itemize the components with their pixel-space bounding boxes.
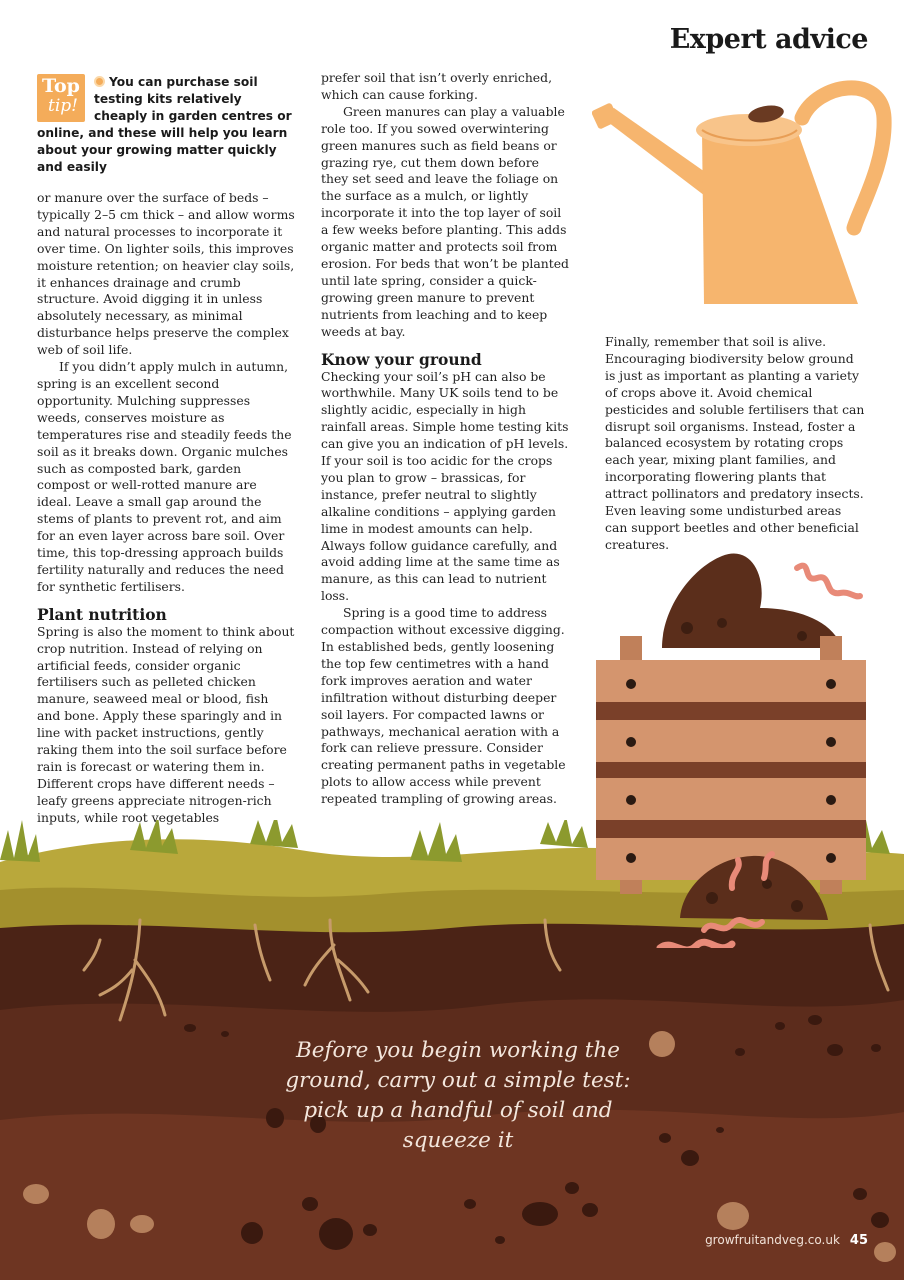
col1-paragraph-1: or manure over the surface of beds – typically 2–5 cm thick – and allow worms and natural processes to incorporate it over time. On lighter soils, this improves moisture retention; on heavier clay soils, it enhances drainage and crumb structure. Avoid digging it in unless absolutely necessary, as minimal disturbance helps preserve the complex web of soil life. [37,190,295,358]
col2-paragraph-2: Green manures can play a valuable role too. If you sowed overwintering green manures such as field beans or grazing rye, cut them down before they set seed and leave the foliage on the surface as a mulch, or lightly incorporate it into the top layer of soil a few weeks before planting. This adds organic matter and protects soil from erosion. For beds that won’t be planted until late spring, consider a quick-growing green manure to prevent nutrients from leaching and to keep weeds at bay. [321,103,569,339]
top-tip-badge [37,74,85,122]
website-url: growfruitandveg.co.uk [705,1233,840,1247]
col2-paragraph-1: prefer soil that isn’t overly enriched, which can cause forking. [321,70,553,102]
top-tip-badge-word2: tip! [48,96,78,116]
section-title: Expert advice [669,24,868,55]
pull-quote: Before you begin working the ground, carry out a simple test: pick up a handful of soil and squeeze it [285,1038,631,1153]
heading-plant-nutrition: Plant nutrition [37,604,167,624]
col1-paragraph-3: Spring is also the moment to think about crop nutrition. Instead of relying on artificial feeds, consider organic fertilisers such as pelleted chicken manure, seaweed meal or blood, fish and bone. Apply these sparingly and in line with packet instructions, gently raking them into the soil surface before rain is forecast or watering them in. Different crops have different needs – leafy greens appreciate nitrogen-rich inputs, while root vegetables [37,623,295,825]
page-number: 45 [849,1233,868,1248]
top-tip-text: You can purchase soil testing kits relatively cheaply in garden centres or online, and these will help you learn about your growing matter quickly and easily [37,75,292,174]
top-tip-box [37,74,295,176]
watering-can-illustration [592,78,892,318]
column-2 [321,70,569,808]
column-3 [605,334,867,554]
col2-paragraph-3: Checking your soil’s pH can also be worthwhile. Many UK soils tend to be slightly acidic, especially in high rainfall areas. Simple home testing kits can give you an indication of pH levels. If your soil is too acidic for the crops you plan to grow – brassicas, for instance, prefer neutral to slightly alkaline conditions – applying garden lime in modest amounts can help. Always follow guidance carefully, and avoid adding lime at the same time as manure, as this can lead to nutrient loss. [321,368,569,604]
top-tip-badge-word1: Top [42,75,80,97]
compost-crate-illustration [592,548,892,948]
col3-paragraph-1: Finally, remember that soil is alive. Encouraging biodiversity below ground is just as important as planting a variety of crops above it. Avoid chemical pesticides and soluble fertilisers that can disrupt soil organisms. Instead, foster a balanced ecosystem by rotating crops each year, mixing plant families, and incorporating flowering plants that attract pollinators and predatory insects. Even leaving some undisturbed areas can support beetles and other beneficial creatures. [605,334,865,552]
col2-paragraph-4: Spring is a good time to address compaction without excessive digging. In established beds, gently loosening the top few centimetres with a hand fork improves aeration and water infiltration without disturbing deeper soil layers. For compacted lawns or pathways, mechanical aeration with a fork can relieve pressure. Consider creating permanent paths in vegetable plots to allow access while prevent repeated trampling of growing areas. [321,605,566,807]
bullet-icon [94,76,105,87]
col1-paragraph-2: If you didn’t apply mulch in autumn, spring is an excellent second opportunity. Mulching suppresses weeds, conserves moisture as temperatures rise and steadily feeds the soil as it breaks down. Organic mulches such as composted bark, garden compost or well-rotted manure are ideal. Leave a small gap around the stems of plants to prevent rot, and aim for an even layer across bare soil. Over time, this top-dressing approach builds fertility naturally and reduces the need for synthetic fertilisers. [37,359,292,594]
column-1 [37,190,295,827]
heading-know-your-ground: Know your ground [321,349,482,369]
page-footer [705,1233,868,1248]
